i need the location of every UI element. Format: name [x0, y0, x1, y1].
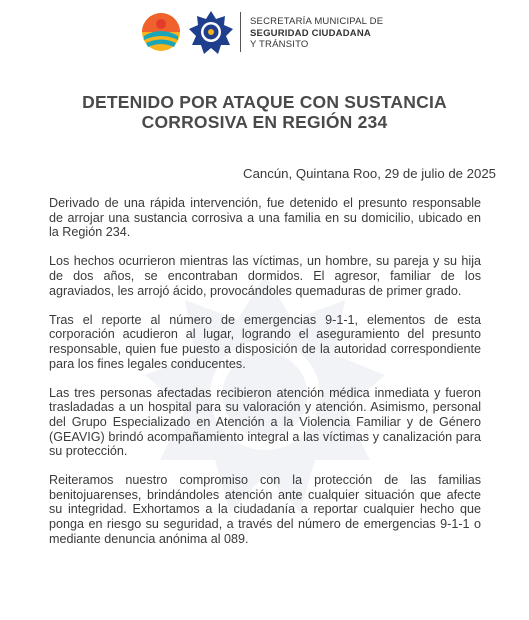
- city-logo-icon: [138, 10, 184, 56]
- paragraph-1: Derivado de una rápida intervención, fue detenido el presunto responsable de arrojar una sustancia corrosiva a una familia en su domicilio, ubicado en la Región 234.: [49, 196, 481, 240]
- dateline: Cancún, Quintana Roo, 29 de julio de 2025: [243, 166, 496, 181]
- paragraph-3: Tras el reporte al número de emergencias 9-1-1, elementos de esta corporación acudieron al lugar, logrando el aseguramiento del presunto responsable, quien fue puesto a disposición de la autoridad correspondiente para los fines legales conducentes.: [49, 312, 481, 371]
- police-badge-icon: [188, 10, 234, 56]
- title-line-2: CORROSIVA EN REGIÓN 234: [141, 112, 388, 132]
- paragraph-5: Reiteramos nuestro compromiso con la protección de las familias benitojuarenses, brindándoles atención ante cualquier situación que afecte su integridad. Exhortamos a la ciudadanía a reportar cualquier hecho que ponga en riesgo su seguridad, a través del número de emergencias 9-1-1 o mediante denuncia anónima al 089.: [49, 473, 481, 546]
- paragraph-4: Las tres personas afectadas recibieron atención médica inmediata y fueron trasladadas a un hospital para su valoración y atención. Asimismo, personal del Grupo Especializado en Atención a la Violencia Familiar y de Género (GEAVIG) brindó acompañamiento integral a las víctimas y canalización para su protección.: [49, 385, 481, 459]
- department-line-3: Y TRÁNSITO: [250, 39, 309, 50]
- department-name: [250, 16, 383, 51]
- department-line-2: SEGURIDAD CIUDADANA: [250, 27, 371, 39]
- paragraph-2: Los hechos ocurrieron mientras las víctimas, un hombre, su pareja y su hija de dos años, se encontraban dormidos. El agresor, familiar de los agraviados, les arrojó ácido, provocándoles quemaduras de primer grado.: [49, 254, 481, 298]
- header: [0, 10, 529, 56]
- header-divider: [240, 12, 241, 52]
- article-body: [49, 196, 481, 561]
- page-title: [40, 92, 489, 132]
- department-line-1: SECRETARÍA MUNICIPAL DE: [250, 16, 384, 27]
- title-line-1: DETENIDO POR ATAQUE CON SUSTANCIA: [82, 92, 447, 112]
